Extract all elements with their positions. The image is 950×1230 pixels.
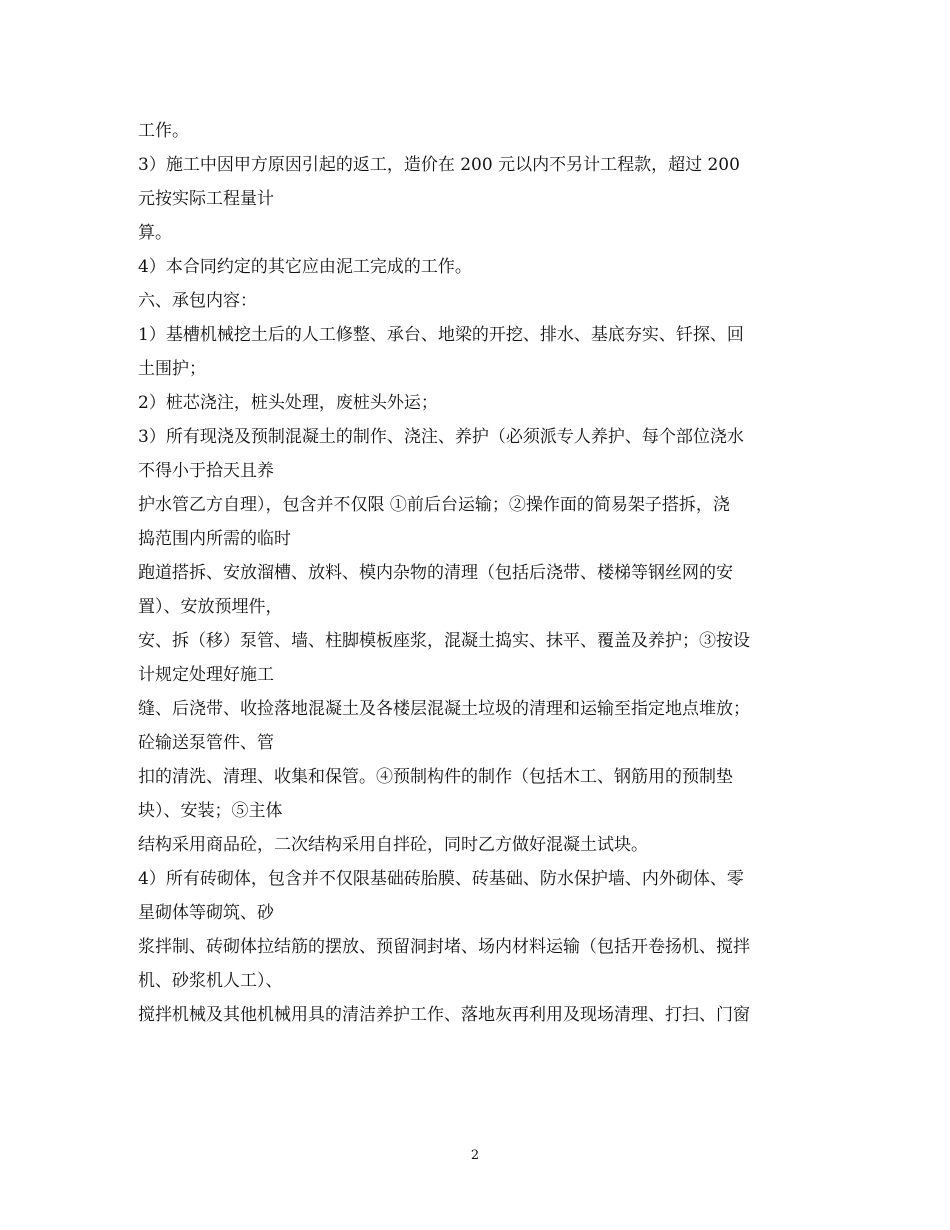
- text-line: 捣范围内所需的临时: [138, 529, 291, 549]
- section-heading: 六、承包内容：: [138, 291, 257, 311]
- text-line: 跑道搭拆、安放溜槽、放料、模内杂物的清理（包括后浇带、楼梯等钢丝网的安: [138, 563, 733, 583]
- text-line: 4）所有砖砌体，包含并不仅限基础砖胎膜、砖基础、防水保护墙、内外砌体、零: [138, 869, 744, 889]
- text-line: 砼输送泵管件、管: [138, 733, 274, 753]
- text-line: 1）基槽机械挖土后的人工修整、承台、地梁的开挖、排水、基底夯实、钎探、回: [138, 325, 744, 345]
- text-line: 缝、后浇带、收捡落地混凝土及各楼层混凝土垃圾的清理和运输至指定地点堆放；: [138, 699, 750, 719]
- text-line: 星砌体等砌筑、砂: [138, 903, 274, 923]
- text-line: 块）、安装；⑤主体: [138, 801, 283, 821]
- text-line: 结构采用商品砼，二次结构采用自拌砼，同时乙方做好混凝土试块。: [138, 835, 648, 855]
- text-line: 土围护；: [138, 359, 206, 379]
- text-line: 3）所有现浇及预制混凝土的制作、浇注、养护（必须派专人养护、每个部位浇水: [138, 427, 744, 447]
- text-line: 2）桩芯浇注，桩头处理，废桩头外运；: [138, 393, 438, 413]
- text-line: 护水管乙方自理），包含并不仅限 ①前后台运输；②操作面的简易架子搭拆，浇: [138, 495, 730, 515]
- text-line: 元按实际工程量计: [138, 189, 274, 209]
- text-line: 算。: [138, 223, 172, 243]
- document-body: [138, 117, 818, 1035]
- text-line: 3）施工中因甲方原因引起的返工，造价在 200 元以内不另计工程款，超过 200: [138, 155, 740, 175]
- text-line: 扣的清洗、清理、收集和保管。④预制构件的制作（包括木工、钢筋用的预制垫: [138, 767, 733, 787]
- text-line: 计规定处理好施工: [138, 665, 274, 685]
- text-line: 浆拌制、砖砌体拉结筋的摆放、预留洞封堵、场内材料运输（包括开卷扬机、搅拌: [138, 937, 750, 957]
- text-line: 安、拆（移）泵管、墙、柱脚模板座浆，混凝土捣实、抹平、覆盖及养护；③按设: [138, 631, 750, 651]
- text-line: 搅拌机械及其他机械用具的清洁养护工作、落地灰再利用及现场清理、打扫、门窗: [138, 1005, 750, 1025]
- page-number: 2: [470, 1148, 480, 1163]
- text-line: 机、砂浆机人工）、: [138, 971, 283, 991]
- text-line: 不得小于拾天且养: [138, 461, 274, 481]
- text-line: 工作。: [138, 121, 189, 141]
- text-line: 4）本合同约定的其它应由泥工完成的工作。: [138, 257, 472, 277]
- text-line: 置）、安放预埋件，: [138, 597, 283, 617]
